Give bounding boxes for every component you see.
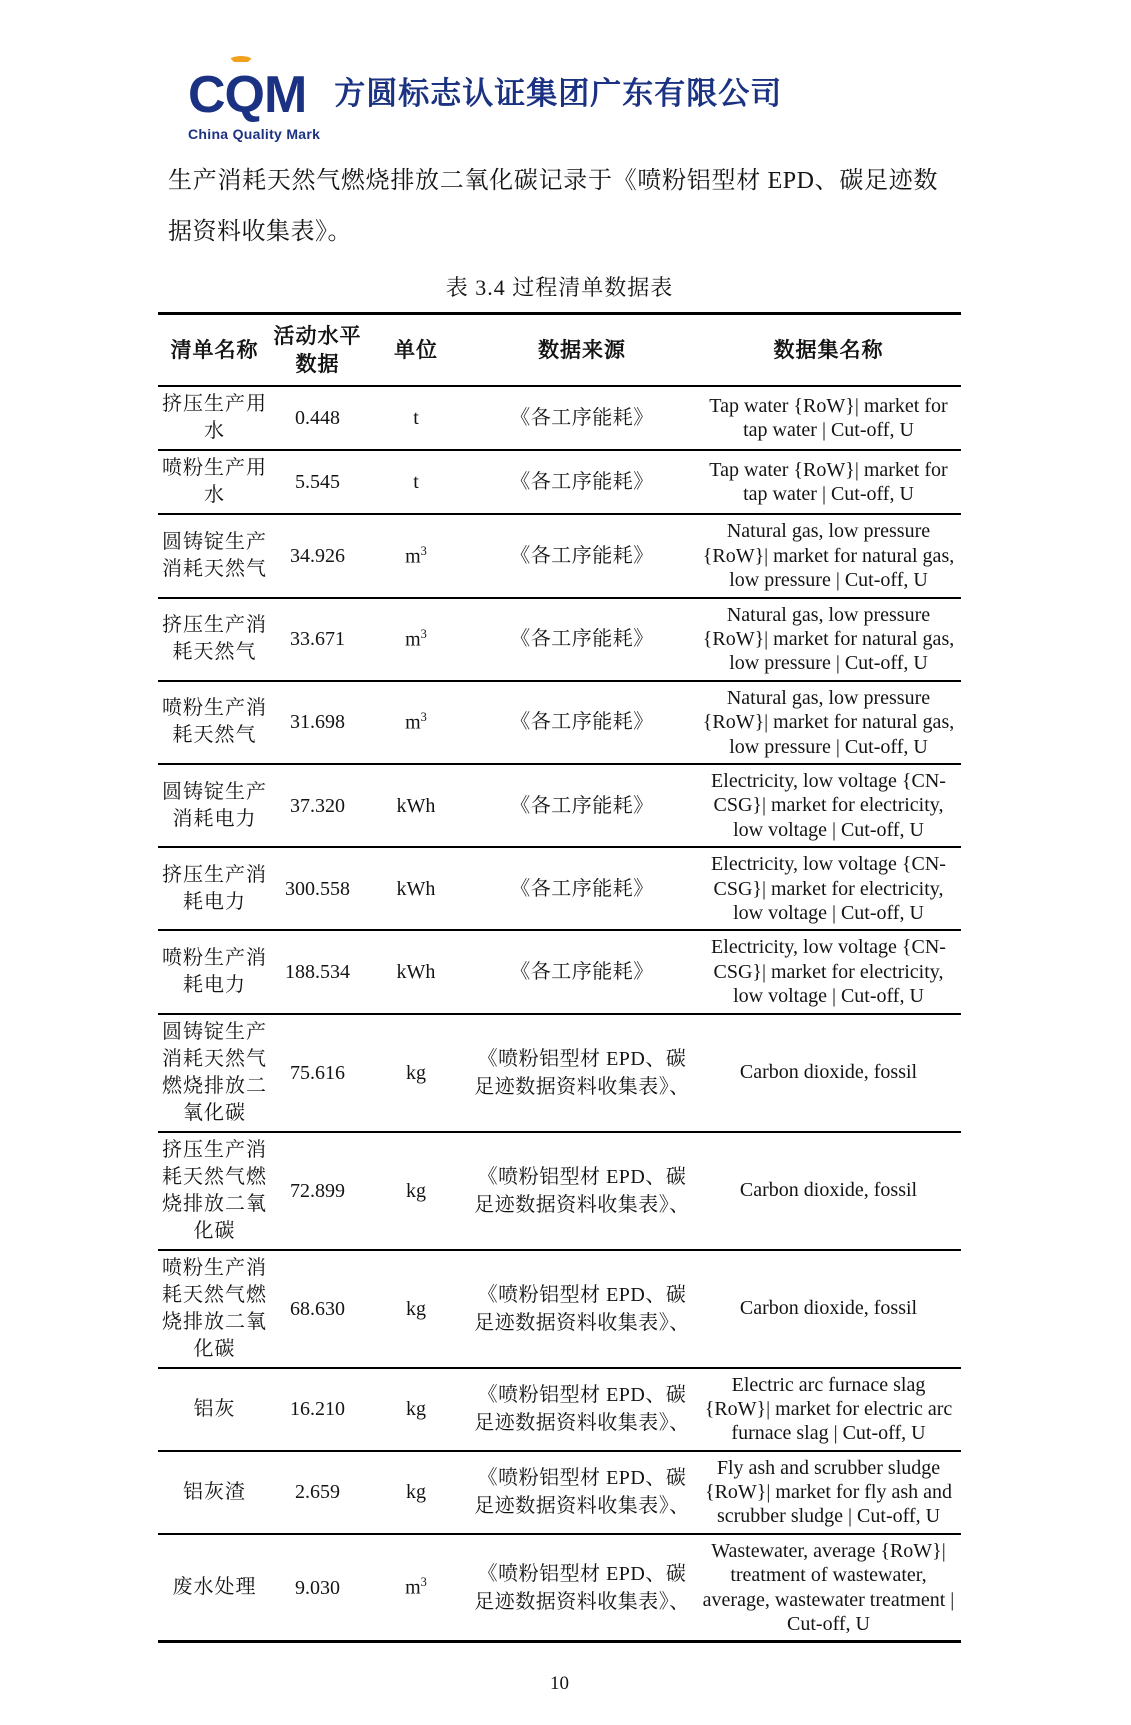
- dataset-name-cell: Natural gas, low pressure {RoW}| market for natural gas, low pressure | Cut-off, U: [696, 681, 961, 764]
- unit-superscript: 3: [420, 710, 427, 725]
- unit-cell: kg: [364, 1451, 468, 1534]
- dataset-name-cell: Carbon dioxide, fossil: [696, 1014, 961, 1132]
- data-source-cell: 《各工序能耗》: [468, 514, 696, 597]
- dataset-name-cell: Fly ash and scrubber sludge {RoW}| market for fly ash and scrubber sludge | Cut-off, U: [696, 1451, 961, 1534]
- header-unit: 单位: [364, 313, 468, 386]
- dataset-name-cell: Electricity, low voltage {CN-CSG}| market for electricity, low voltage | Cut-off, U: [696, 930, 961, 1013]
- table-row: [158, 1534, 961, 1642]
- inventory-name-cell: 挤压生产消耗天然气: [158, 598, 271, 681]
- table-row: [158, 450, 961, 514]
- data-source-cell: 《喷粉铝型材 EPD、碳足迹数据资料收集表》、: [468, 1132, 696, 1250]
- table-row: [158, 1368, 961, 1451]
- cqm-logo-mark: [188, 56, 320, 142]
- logo-tagline: China Quality Mark: [188, 125, 321, 142]
- data-source-cell: 《喷粉铝型材 EPD、碳足迹数据资料收集表》、: [468, 1368, 696, 1451]
- table-row: [158, 598, 961, 681]
- cqm-acronym-text: CQM: [188, 66, 307, 124]
- cqm-acronym: [188, 56, 320, 123]
- data-source-cell: 《喷粉铝型材 EPD、碳足迹数据资料收集表》、: [468, 1014, 696, 1132]
- dataset-name-cell: Tap water {RoW}| market for tap water | Cut-off, U: [696, 450, 961, 514]
- table-row: [158, 1250, 961, 1368]
- intro-paragraph: 生产消耗天然气燃烧排放二氧化碳记录于《喷粉铝型材 EPD、碳足迹数据资料收集表》。: [168, 167, 938, 246]
- unit-cell: $m^3$: [405, 1575, 427, 1599]
- activity-value-cell: 75.616: [271, 1014, 364, 1132]
- data-source-cell: 《各工序能耗》: [468, 386, 696, 450]
- inventory-name-cell: 喷粉生产消耗天然气: [158, 681, 271, 764]
- activity-value-cell: 31.698: [271, 681, 364, 764]
- unit-cell: kWh: [364, 764, 468, 847]
- inventory-name-cell: 铝灰: [158, 1368, 271, 1451]
- data-source-cell: 《喷粉铝型材 EPD、碳足迹数据资料收集表》、: [468, 1250, 696, 1368]
- dataset-name-cell: Electricity, low voltage {CN-CSG}| market for electricity, low voltage | Cut-off, U: [696, 847, 961, 930]
- unit-cell: $m^3$: [364, 598, 468, 681]
- data-source-cell: 《喷粉铝型材 EPD、碳足迹数据资料收集表》、: [468, 1451, 696, 1534]
- activity-value-cell: 34.926: [271, 514, 364, 597]
- page-number: 10: [550, 1673, 569, 1695]
- unit-cell: kg: [364, 1368, 468, 1451]
- unit-cell: kg: [364, 1014, 468, 1132]
- data-source-cell: 《各工序能耗》: [468, 681, 696, 764]
- inventory-name-cell: 圆铸锭生产消耗天然气: [158, 514, 271, 597]
- table-row: [158, 1451, 961, 1534]
- data-source-cell: 《各工序能耗》: [468, 930, 696, 1013]
- inventory-name-cell: 圆铸锭生产消耗电力: [158, 764, 271, 847]
- inventory-name-cell: 挤压生产消耗电力: [158, 847, 271, 930]
- data-source-cell: 《各工序能耗》: [468, 847, 696, 930]
- activity-value-cell: 300.558: [271, 847, 364, 930]
- dataset-name-cell: Tap water {RoW}| market for tap water | Cut-off, U: [696, 386, 961, 450]
- dataset-name-cell: Natural gas, low pressure {RoW}| market for natural gas, low pressure | Cut-off, U: [696, 514, 961, 597]
- header-inventory-name: 清单名称: [158, 313, 271, 386]
- dataset-name-cell: Wastewater, average {RoW}| treatment of wastewater, average, wastewater treatment | Cut-off, U: [702, 1539, 955, 1636]
- dataset-name-cell: Electricity, low voltage {CN-CSG}| market for electricity, low voltage | Cut-off, U: [696, 764, 961, 847]
- table-row: [158, 764, 961, 847]
- inventory-name-cell: 喷粉生产用水: [158, 450, 271, 514]
- q-arc-icon: [228, 56, 254, 68]
- dataset-name-cell: Carbon dioxide, fossil: [696, 1250, 961, 1368]
- activity-value-cell: 188.534: [271, 930, 364, 1013]
- company-name: 方圆标志认证集团广东有限公司: [334, 76, 783, 112]
- activity-value-cell: 33.671: [271, 598, 364, 681]
- table-row: [158, 1014, 961, 1132]
- dataset-name-cell: Electric arc furnace slag {RoW}| market for electric arc furnace slag | Cut-off, U: [696, 1368, 961, 1451]
- inventory-name-cell: 喷粉生产消耗电力: [158, 930, 271, 1013]
- inventory-name-cell: 喷粉生产消耗天然气燃烧排放二氧化碳: [158, 1250, 271, 1368]
- inventory-name-cell: 圆铸锭生产消耗天然气燃烧排放二氧化碳: [158, 1014, 271, 1132]
- table-header: [158, 313, 961, 386]
- header-dataset-name: 数据集名称: [696, 313, 961, 386]
- unit-superscript: 3: [420, 1575, 427, 1590]
- unit-superscript: 3: [420, 543, 427, 558]
- unit-cell: t: [364, 386, 468, 450]
- data-source-cell: 《各工序能耗》: [468, 450, 696, 514]
- process-inventory-table: [158, 312, 961, 1644]
- unit-cell: kWh: [364, 847, 468, 930]
- activity-value-cell: 5.545: [271, 450, 364, 514]
- activity-value-cell: 16.210: [271, 1368, 364, 1451]
- dataset-name-cell: Natural gas, low pressure {RoW}| market for natural gas, low pressure | Cut-off, U: [696, 598, 961, 681]
- data-source-cell: 《各工序能耗》: [468, 764, 696, 847]
- activity-value-cell: 0.448: [271, 386, 364, 450]
- table-body: [158, 386, 961, 1641]
- data-source-cell: 《各工序能耗》: [468, 598, 696, 681]
- dataset-name-cell: Carbon dioxide, fossil: [696, 1132, 961, 1250]
- header-data-source: 数据来源: [468, 313, 696, 386]
- table-row: [158, 386, 961, 450]
- inventory-name-cell: 挤压生产消耗天然气燃烧排放二氧化碳: [158, 1132, 271, 1250]
- activity-value-cell: 2.659: [271, 1451, 364, 1534]
- header-activity-level: 活动水平数据: [271, 313, 364, 386]
- data-source-cell: 《喷粉铝型材 EPD、碳足迹数据资料收集表》、: [474, 1562, 690, 1613]
- unit-cell: $m^3$: [364, 514, 468, 597]
- activity-value-cell: 72.899: [271, 1132, 364, 1250]
- table-header-row: [158, 313, 961, 386]
- unit-cell: kg: [364, 1250, 468, 1368]
- cqm-logo: [188, 56, 961, 142]
- activity-value-cell: 37.320: [271, 764, 364, 847]
- inventory-name-cell: 铝灰渣: [158, 1451, 271, 1534]
- unit-superscript: 3: [420, 626, 427, 641]
- table-row: [158, 930, 961, 1013]
- activity-value-cell: 68.630: [271, 1250, 364, 1368]
- unit-cell: t: [364, 450, 468, 514]
- table-row: [158, 1132, 961, 1250]
- table-row: [158, 681, 961, 764]
- unit-cell: kg: [364, 1132, 468, 1250]
- activity-value-cell: 9.030: [295, 1576, 340, 1599]
- table-row: [158, 847, 961, 930]
- unit-cell: kWh: [364, 930, 468, 1013]
- table-row: [158, 514, 961, 597]
- inventory-name-cell: 挤压生产用水: [158, 386, 271, 450]
- unit-cell: $m^3$: [364, 681, 468, 764]
- inventory-name-cell: 废水处理: [172, 1576, 257, 1599]
- table-title: 表 3.4 过程清单数据表: [445, 274, 674, 300]
